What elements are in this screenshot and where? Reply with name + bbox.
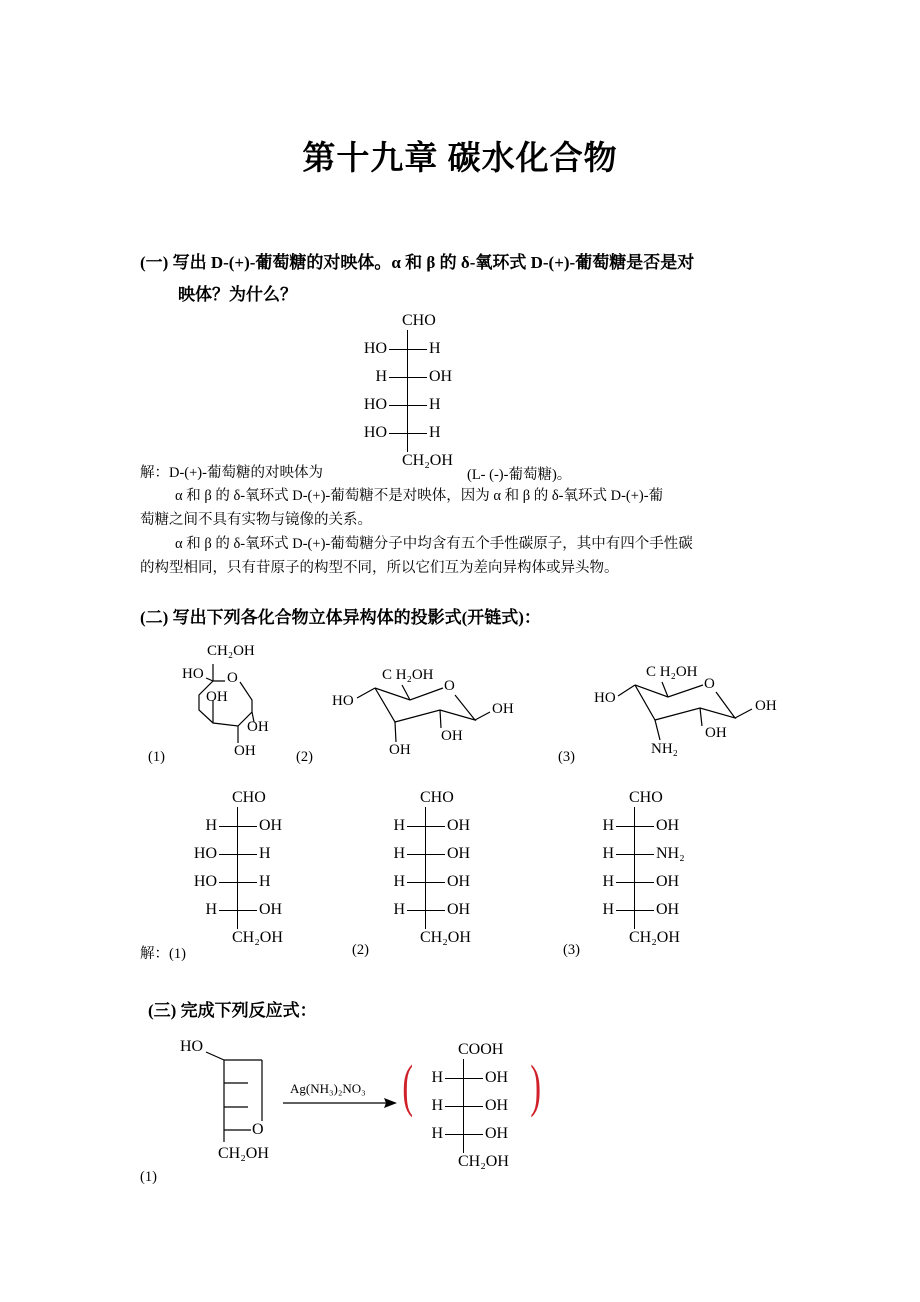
ring1-oh-right-label: OH — [247, 719, 269, 735]
ring1-o-label: O — [227, 670, 238, 686]
fischer-left-substituent: HO — [363, 396, 387, 413]
fischer-horizontal-bond — [616, 854, 654, 855]
fischer-horizontal-bond — [407, 882, 445, 883]
fischer-left-substituent: HO — [193, 845, 217, 862]
ring3-bonds — [635, 685, 703, 697]
fischer-right-substituent: OH — [447, 817, 471, 834]
fischer-horizontal-bond — [445, 1134, 483, 1135]
reactant-ch2oh-label: CH₂OH — [218, 1145, 269, 1162]
fischer-top-group: CHO — [420, 789, 454, 806]
q2-structure-label-2: (2) — [296, 749, 313, 765]
q3-heading: (三) 完成下列反应式： — [148, 1001, 317, 1020]
fischer-left-substituent: H — [205, 817, 217, 834]
answer-paren-open: ( — [402, 1053, 413, 1118]
q1-answer-prefix: 解：D-(+)-葡萄糖的对映体为 — [140, 465, 323, 481]
fischer-projection-q2-answer-1 — [137, 789, 337, 979]
fischer-right-substituent: NH₂ — [656, 845, 685, 862]
fischer-left-substituent: H — [602, 873, 614, 890]
q2-heading: (二) 写出下列各化合物立体异构体的投影式(开链式)： — [140, 608, 541, 627]
fischer-left-substituent: H — [602, 901, 614, 918]
q1-para1-line2: 萄糖之间不具有实物与镜像的关系。 — [140, 512, 372, 528]
fischer-top-group: CHO — [232, 789, 266, 806]
fischer-bottom-group: CH₂OH — [458, 1153, 509, 1170]
fischer-horizontal-bond — [219, 910, 257, 911]
q3-reaction-label-1: (1) — [140, 1169, 157, 1185]
fischer-right-substituent: OH — [656, 873, 680, 890]
fischer-left-substituent: HO — [193, 873, 217, 890]
fischer-top-group: CHO — [402, 312, 436, 329]
fischer-horizontal-bond — [407, 854, 445, 855]
fischer-right-substituent: H — [429, 340, 441, 357]
ring1-oh-bottom-label: OH — [234, 743, 256, 759]
fischer-right-substituent: OH — [447, 845, 471, 862]
q1-para2-line1: α 和 β 的 δ-氧环式 D-(+)-葡萄糖分子中均含有五个手性碳原子，其中有四个手性碳 — [175, 536, 693, 552]
fischer-right-substituent: OH — [656, 901, 680, 918]
fischer-horizontal-bond — [389, 405, 427, 406]
fischer-horizontal-bond — [219, 882, 257, 883]
ring1-ch2oh-label: CH₂OH — [207, 643, 255, 659]
fischer-horizontal-bond — [445, 1106, 483, 1107]
fischer-left-substituent: H — [602, 845, 614, 862]
fischer-bottom-group: CH₂OH — [232, 929, 283, 946]
fischer-horizontal-bond — [389, 377, 427, 378]
fischer-projection-q2-answer-3 — [534, 789, 734, 979]
fischer-left-substituent: H — [393, 845, 405, 862]
answer-paren-close: ) — [530, 1053, 541, 1118]
ring3-oh-right-label: OH — [755, 698, 777, 714]
fischer-horizontal-bond — [616, 910, 654, 911]
fischer-left-substituent: H — [393, 901, 405, 918]
reagent-label: Ag(NH₃)₂NO₃ — [290, 1081, 366, 1096]
fischer-left-substituent: H — [375, 368, 387, 385]
fischer-bottom-group: CH₂OH — [420, 929, 471, 946]
fischer-right-substituent: OH — [259, 817, 283, 834]
fischer-left-substituent: H — [431, 1125, 443, 1142]
fischer-right-substituent: H — [429, 424, 441, 441]
q2-answer-label-1: 解：(1) — [140, 946, 186, 962]
fischer-left-substituent: H — [205, 901, 217, 918]
reactant-o-label: O — [252, 1121, 264, 1138]
ring3-nh2-label: NH₂ — [651, 741, 678, 757]
fischer-horizontal-bond — [616, 826, 654, 827]
q2-answer-label-2: (2) — [352, 942, 369, 958]
fischer-right-substituent: OH — [485, 1097, 509, 1114]
fischer-right-substituent: H — [429, 396, 441, 413]
fischer-top-group: COOH — [458, 1041, 504, 1058]
ring3-o-label: O — [704, 676, 715, 692]
fischer-horizontal-bond — [407, 910, 445, 911]
ring2-ch2oh-label: C H₂OH — [382, 667, 434, 683]
fischer-right-substituent: OH — [656, 817, 680, 834]
fischer-horizontal-bond — [389, 433, 427, 434]
ring3-ch2oh-label: C H₂OH — [646, 664, 698, 680]
fischer-horizontal-bond — [407, 826, 445, 827]
reactant-ho-label: HO — [180, 1038, 204, 1055]
fischer-horizontal-bond — [389, 349, 427, 350]
fischer-horizontal-bond — [616, 882, 654, 883]
ring2-oh-c3-label: OH — [389, 742, 411, 758]
fischer-right-substituent: OH — [485, 1069, 509, 1086]
q1-heading-line1: (一) 写出 D-(+)-葡萄糖的对映体。α 和 β 的 δ-氧环式 D-(+)-葡萄糖是否是对 — [140, 253, 695, 272]
fischer-left-substituent: H — [602, 817, 614, 834]
fischer-projection-q2-answer-2 — [325, 789, 525, 979]
fischer-left-substituent: H — [393, 873, 405, 890]
ring2-ho-label: HO — [332, 693, 354, 709]
fischer-left-substituent: HO — [363, 424, 387, 441]
fischer-bottom-group: CH₂OH — [629, 929, 680, 946]
ring2-oh-right-label: OH — [492, 701, 514, 717]
fischer-left-substituent: HO — [363, 340, 387, 357]
fischer-right-substituent: OH — [447, 901, 471, 918]
ring1-oh-inner-label: OH — [206, 689, 228, 705]
fischer-right-substituent: H — [259, 845, 271, 862]
ring2-oh-c2-label: OH — [441, 728, 463, 744]
fischer-bottom-group: CH₂OH — [402, 452, 453, 469]
fischer-horizontal-bond — [445, 1078, 483, 1079]
fischer-right-substituent: OH — [447, 873, 471, 890]
q1-para2-line2: 的构型相同，只有苷原子的构型不同，所以它们互为差向异构体或异头物。 — [140, 560, 619, 576]
ring2-o-label: O — [444, 678, 455, 694]
q1-heading-line2: 映体？为什么？ — [178, 285, 297, 304]
fischer-right-substituent: H — [259, 873, 271, 890]
q1-answer-suffix: (L- (-)-葡萄糖)。 — [467, 467, 572, 483]
fischer-right-substituent: OH — [259, 901, 283, 918]
fischer-left-substituent: H — [431, 1097, 443, 1114]
fischer-projection-q1-enantiomer — [307, 312, 507, 502]
q2-answer-label-3: (3) — [563, 942, 580, 958]
chapter-title: 第十九章 碳水化合物 — [302, 141, 618, 177]
ring3-oh-c2-label: OH — [705, 725, 727, 741]
ring3-ho-label: HO — [594, 690, 616, 706]
fischer-left-substituent: H — [393, 817, 405, 834]
fischer-horizontal-bond — [219, 826, 257, 827]
q2-structure-label-3: (3) — [558, 749, 575, 765]
q2-structure-label-1: (1) — [148, 749, 165, 765]
fischer-horizontal-bond — [219, 854, 257, 855]
fischer-top-group: CHO — [629, 789, 663, 806]
fischer-left-substituent: H — [431, 1069, 443, 1086]
q1-para1-line1: α 和 β 的 δ-氧环式 D-(+)-葡萄糖不是对映体，因为 α 和 β 的 δ-氧环式 D-(+)-葡 — [175, 488, 664, 504]
fischer-projection-q3-product — [363, 1041, 563, 1231]
fischer-right-substituent: OH — [485, 1125, 509, 1142]
fischer-right-substituent: OH — [429, 368, 453, 385]
ring1-ho-label: HO — [182, 666, 204, 682]
